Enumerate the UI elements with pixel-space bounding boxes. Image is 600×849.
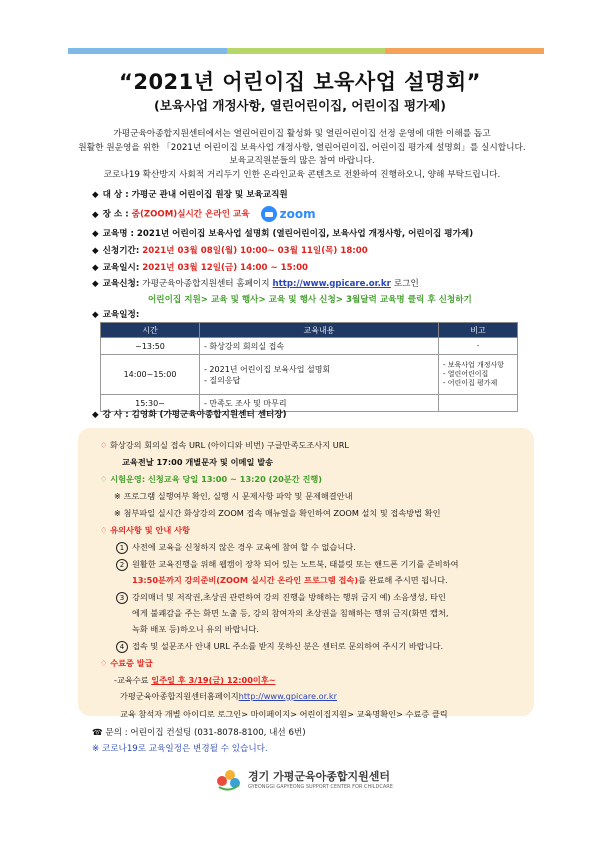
info-schedule-label: ◆ 교육일정:: [92, 310, 140, 320]
box-item-1: 1 사전에 교육을 신청하지 않은 경우 교육에 참여 할 수 없습니다.: [116, 542, 356, 554]
box-item-3: 3 강의매너 및 저작권,초상권 관련하여 강의 진행을 방해하는 행위 금지 예) 소음생성, 타인: [116, 592, 446, 604]
diamond-bullet-icon: ◆: [92, 310, 99, 320]
info-place: ◆ 장 소 : 줌(ZOOM)실시간 온라인 교육 zoom: [92, 207, 316, 221]
info-edu-date: ◆ 교육일시: 2021년 03월 12일(금) 14:00 ~ 15:00: [92, 263, 309, 273]
page-subtitle: (보육사업 개정사항, 열린어린이집, 어린이집 평가제): [154, 98, 446, 113]
info-apply: ◆ 교육신청: 가평군육아종합지원센터 홈페이지 http://www.gpicare.or.kr 로그인: [92, 279, 419, 289]
circled-number: 1: [116, 542, 128, 554]
box-line-test: ♢ 시험운영: 신청교육 당일 13:00 ~ 13:20 (20분간 진행): [100, 474, 323, 484]
place-value: 줌(ZOOM)실시간 온라인 교육: [131, 209, 250, 220]
table-cell: - 화상강의 회의실 접속: [200, 338, 439, 355]
table-row: [101, 355, 518, 395]
box-cert-line3: 교육 참석자 개별 아이디로 로그인> 마이페이지> 어린이집지원> 교육명확인> 수료증 클릭: [120, 709, 448, 719]
table-cell: 14:00~15:00: [101, 355, 200, 395]
edu-date-value: 2021년 03월 12일(금) 14:00 ~ 15:00: [142, 263, 309, 273]
box-cert-line2: 가평군육아종합지원센터홈페이지http://www.gpicare.or.kr: [120, 691, 338, 701]
info-target: ◆ 대 상 : 가평군 관내 어린이집 원장 및 보육교직원: [92, 190, 288, 200]
diamond-bullet-icon: ◆: [92, 279, 99, 289]
box-caution-title: ♢ 유의사항 및 안내 사항: [100, 525, 190, 535]
intro-line: 보육교직원분들의 많은 참여 바랍니다.: [229, 156, 375, 166]
table-cell: - 보육사업 개정사항 - 열린어린이집 - 어린이집 평가제: [439, 355, 518, 395]
diamond-bullet-icon: ◆: [92, 263, 99, 273]
info-course: ◆ 교육명 : 2021년 어린이집 보육사업 설명회 (열린어린이집, 보육사업 개정사항, 어린이집 평가제): [92, 229, 474, 239]
diamond-outline-icon: ♢: [100, 525, 108, 535]
table-cell: - 만족도 조사 및 마무리: [200, 395, 439, 412]
table-header: 시간: [101, 323, 200, 338]
box-line-url: ♢ 화상강의 회의실 접속 URL (아이디와 비번) 구글만족도조사지 URL: [100, 440, 349, 450]
box-line-send: 교육전날 17:00 개별문자 및 이메일 발송: [122, 457, 274, 467]
intro-line: 코로나19 확산방지 사회적 거리두기 인한 온라인교육 콘텐츠로 전환하여 진행하오니, 양해 부탁드립니다.: [103, 169, 501, 180]
table-header: 교육내용: [200, 323, 439, 338]
box-item-4: 4 접속 및 설문조사 안내 URL 주소를 받지 못하신 분은 센터로 문의하여 주시기 바랍니다.: [116, 641, 443, 653]
diamond-bullet-icon: ◆: [92, 209, 99, 220]
circled-number: 2: [116, 559, 128, 571]
notice-box: [78, 428, 534, 716]
intro-text: [60, 128, 544, 182]
diamond-outline-icon: ♢: [100, 474, 108, 484]
table-cell: 15:30~: [101, 395, 200, 412]
diamond-bullet-icon: ◆: [92, 410, 99, 420]
box-item-3-cont: 녹화 배포 등)하오니 유의 바랍니다.: [132, 624, 259, 634]
color-bar-blue: [68, 48, 227, 54]
table-header: 비고: [439, 323, 518, 338]
apply-period-value: 2021년 03월 08일(월) 10:00~ 03월 11일(목) 18:00: [142, 246, 368, 256]
box-line-note2: ※ 첨부파일 실시간 화상강의 ZOOM 접속 매뉴얼을 확인하여 ZOOM 설치 및 접속방법 확인: [114, 508, 441, 518]
circled-number: 4: [116, 641, 128, 653]
table-header-row: [101, 323, 518, 338]
center-name: 경기 가평군육아종합지원센터: [248, 770, 390, 783]
table-row: [101, 338, 518, 355]
box-line-note1: ※ 프로그램 실행여부 확인, 실행 시 문제사항 파악 및 문제해결안내: [114, 491, 353, 501]
zoom-logo: zoom: [261, 206, 316, 222]
center-name-english: GYEONGGI GAPYEONG SUPPORT CENTER FOR CHILDCARE: [248, 784, 393, 790]
notice-line: ※ 코로나19로 교육일정은 변경될 수 있습니다.: [92, 744, 268, 754]
contact-line: ☎ 문의 : 어린이집 컨설팅 (031-8078-8100, 내선 6번): [92, 728, 306, 738]
cert-homepage-link[interactable]: http://www.gpicare.or.kr: [238, 691, 338, 701]
table-cell: ~13:50: [101, 338, 200, 355]
page-title: “2021년 어린이집 보육사업 설명회”: [119, 70, 481, 94]
center-logo-icon: [216, 767, 242, 791]
box-item-2: 2 원활한 교육진행을 위해 웹캠이 장착 되어 있는 노트북, 태블릿 또는 핸드폰 기기를 준비하여: [116, 559, 458, 571]
diamond-bullet-icon: ◆: [92, 229, 99, 239]
diamond-bullet-icon: ◆: [92, 246, 99, 256]
box-item-3-cont: 에게 불쾌감을 주는 화면 노출 등, 강의 참여자의 초상권을 침해하는 행위 금지(화면 캡처,: [132, 608, 449, 618]
diamond-outline-icon: ♢: [100, 440, 108, 450]
footer-logo: [216, 767, 393, 791]
diamond-bullet-icon: ◆: [92, 190, 99, 200]
intro-line: 원활한 원운영을 위한 「2021년 어린이집 보육사업 개정사항, 열린어린이집, 어린이집 평가제 설명회」를 실시합니다.: [78, 142, 526, 153]
table-cell: - 2021년 어린이집 보육사업 설명회 - 질의응답: [200, 355, 439, 395]
box-cert-title: ♢ 수료증 발급: [100, 658, 153, 668]
box-cert-line1: -교육수료 일주일 후 3/19(금) 12:00이후~: [114, 675, 276, 685]
color-bar-orange: [385, 48, 544, 54]
intro-line: 가평군육아종합지원센터에서는 열린어린이집 활성화 및 열린어린이집 선정 운영에 대한 이해를 돕고: [113, 129, 491, 139]
homepage-link[interactable]: http://www.gpicare.or.kr: [272, 279, 391, 289]
apply-path: 어린이집 지원> 교육 및 행사> 교육 및 행사 신청> 3월달력 교육명 클릭 후 신청하기: [148, 295, 472, 305]
info-lecturer: ◆ 강 사 : 김영화 (가평군육아종합지원센터 센터장): [92, 410, 287, 420]
top-color-bar: [68, 48, 544, 54]
box-item-2-cont: 13:50분까지 강의준비(ZOOM 실시간 온라인 프로그램 접속)를 완료해 주시면 됩니다.: [132, 575, 448, 585]
info-apply-period: ◆ 신청기간: 2021년 03월 08일(월) 10:00~ 03월 11일(목) 18:00: [92, 246, 368, 256]
zoom-camera-icon: [261, 206, 277, 222]
circled-number: 3: [116, 592, 128, 604]
schedule-table: [100, 322, 518, 412]
table-cell: -: [439, 338, 518, 355]
diamond-outline-icon: ♢: [100, 658, 108, 668]
color-bar-green: [227, 48, 386, 54]
